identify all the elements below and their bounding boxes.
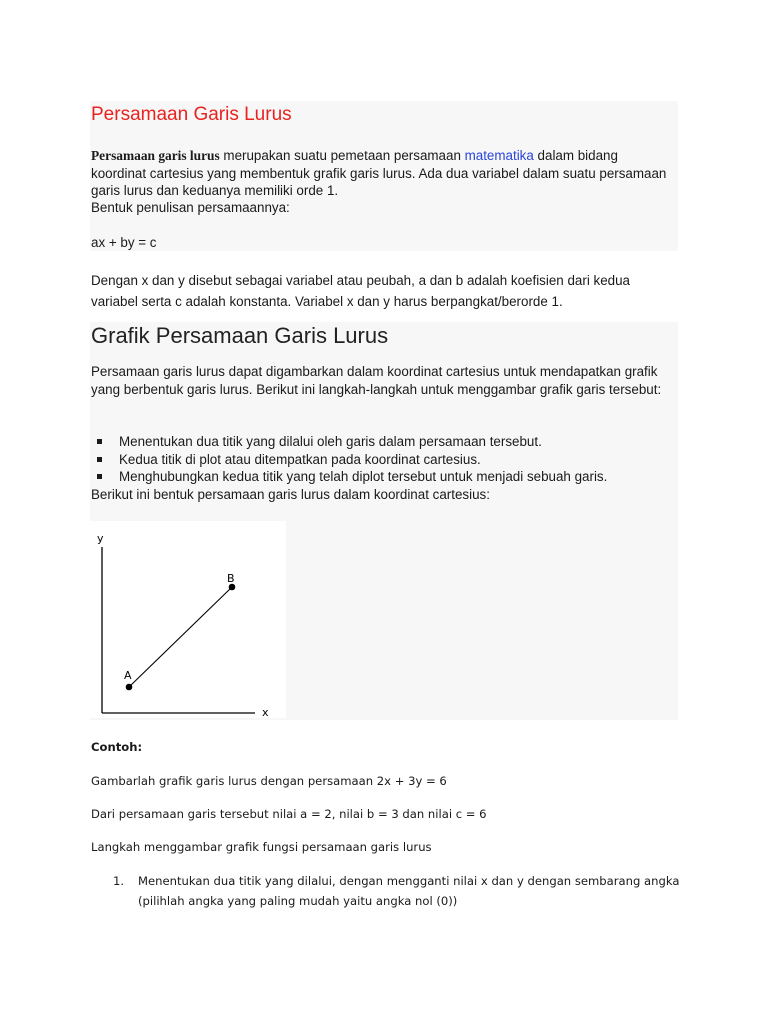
step-number: 1. [113,874,125,888]
intro-text-after-link: dalam bidang koordinat cartesius yang membentuk grafik garis lurus. Ada dua variabel dalam suatu persamaan garis lurus dan keduanya memiliki orde 1. [91,148,667,198]
example-task: Gambarlah grafik garis lurus dengan persamaan 2x + 3y = 6 [91,774,447,788]
point-a-label: A [124,669,132,682]
example-steps-list [91,871,691,911]
explanation-paragraph: Dengan x dan y disebut sebagai variabel atau peubah, a dan b adalah koefisien dari kedua variabel serta c adalah konstanta. Variabel x dan y harus berpangkat/berorde 1. [91,273,630,309]
section1-intro [91,147,676,200]
graph-svg [90,521,286,718]
bullet-item: Menentukan dua titik yang dilalui oleh garis dalam persamaan tersebut. [91,433,676,451]
y-axis-label: y [97,532,104,545]
straight-line [129,587,232,687]
section2-title: Grafik Persamaan Garis Lurus [91,323,389,348]
section2-intro: Persamaan garis lurus dapat digambarkan dalam koordinat cartesius untuk mendapatkan grafik yang berbentuk garis lurus. Berikut ini langkah-langkah untuk menggambar grafik garis tersebut: [91,364,662,397]
list-item [91,871,691,911]
point-a [126,684,133,691]
steps-bullet-list [91,433,676,486]
x-axis-label: x [262,706,269,718]
intro-text-before-link: merupakan suatu pemetaan persamaan [219,148,465,163]
matematika-link[interactable]: matematika [464,148,534,163]
intro-bold-term: Persamaan garis lurus [91,148,220,163]
after-bullets-text: Berikut ini bentuk persamaan garis lurus dalam koordinat cartesius: [91,487,490,502]
example-values: Dari persamaan garis tersebut nilai a = 2, nilai b = 3 dan nilai c = 6 [91,807,487,821]
bullet-item: Kedua titik di plot atau ditempatkan pada koordinat cartesius. [91,451,676,469]
example-heading: Contoh: [91,740,143,754]
form-label: Bentuk penulisan persamaannya: [91,200,290,215]
steps-title: Langkah menggambar grafik fungsi persamaan garis lurus [91,840,432,854]
bullet-item: Menghubungkan kedua titik yang telah diplot tersebut untuk menjadi sebuah garis. [91,468,676,486]
point-b-label: B [227,572,235,585]
cartesian-graph [90,521,286,718]
equation: ax + by = c [91,235,157,250]
section1-title: Persamaan Garis Lurus [91,104,292,125]
step-text: Menentukan dua titik yang dilalui, dengan mengganti nilai x dan y dengan sembarang angka (pilihlah angka yang paling mudah yaitu angka nol (0)) [138,874,680,908]
